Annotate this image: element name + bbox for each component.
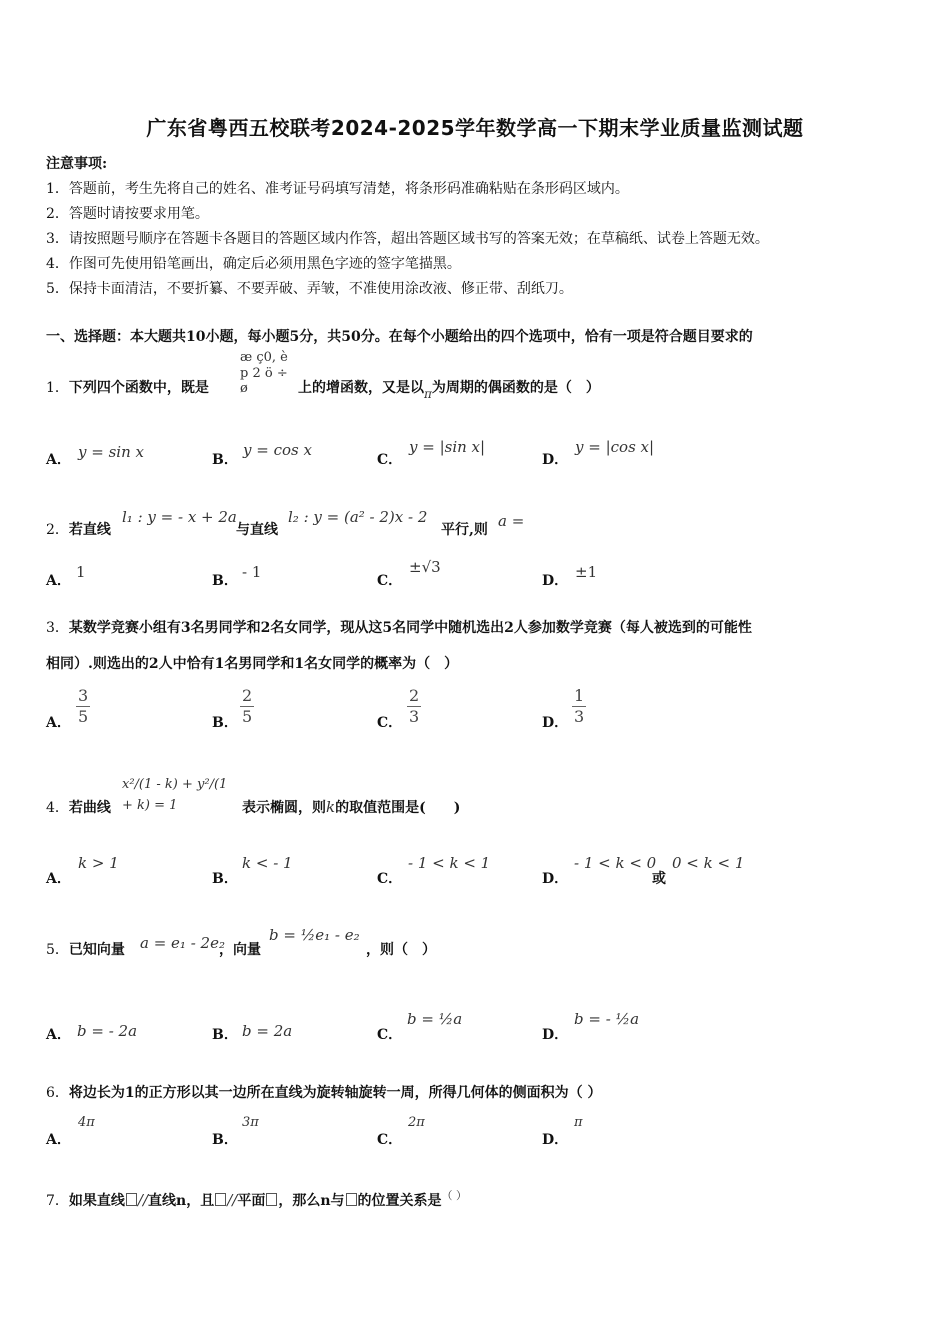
option-label: C． <box>377 452 403 468</box>
question-5-mid: ，向量 <box>219 942 261 958</box>
option-a: A． <box>46 573 71 589</box>
missing-glyph-icon <box>215 1193 226 1206</box>
line-l1: l₁ : y = - x + 2a <box>122 508 237 526</box>
math-pi: π <box>424 387 432 401</box>
denominator: 3 <box>574 707 585 726</box>
option-b: B． <box>212 1132 238 1148</box>
var-a: a = <box>498 512 525 530</box>
question-text: 若曲线 <box>68 800 111 816</box>
question-number: 2． <box>46 522 69 538</box>
option-d-math: ±1 <box>575 563 598 581</box>
option-d-math: π <box>574 1115 583 1130</box>
option-c: C． <box>377 1132 403 1148</box>
option-c-frac <box>407 686 421 727</box>
question-number: 3． <box>46 620 69 636</box>
notes-heading: 注意事项: <box>46 156 108 172</box>
denominator: 5 <box>78 707 89 726</box>
question-5 <box>46 939 125 959</box>
question-4 <box>46 797 111 817</box>
option-d-math: y = |cos x| <box>575 438 655 456</box>
option-a-math: y = sin x <box>78 443 144 461</box>
option-a <box>46 449 71 469</box>
vector-a: a = e₁ - 2e₂ <box>140 934 225 952</box>
question-2-end: 平行,则 <box>441 522 488 538</box>
note-item-2: 2．答题时请按要求用笔。 <box>46 206 209 222</box>
option-a: A． <box>46 871 71 887</box>
option-b-math: b = 2a <box>242 1022 293 1040</box>
denominator: 3 <box>409 707 420 726</box>
question-text: 平面 <box>237 1193 266 1209</box>
question-1-cont <box>298 377 600 401</box>
question-text: 为周期的偶函数的是（ ） <box>431 380 600 396</box>
option-label: D． <box>542 452 569 468</box>
interval-notation: æ ç0, è p 2 ö ÷ ø <box>240 350 288 397</box>
question-1 <box>46 377 209 397</box>
question-3 <box>46 617 752 637</box>
option-d: D． <box>542 1132 569 1148</box>
option-d: D． <box>542 871 569 887</box>
option-label: A． <box>46 452 71 468</box>
question-text: 上的增函数，又是以 <box>298 380 424 396</box>
option-a: A． <box>46 715 71 731</box>
option-d-math-extra: 0 < k < 1 <box>672 854 745 872</box>
option-a-math: 1 <box>76 563 86 581</box>
option-b: B． <box>212 871 238 887</box>
question-text: 若直线 <box>68 522 111 538</box>
option-a-frac <box>76 686 90 727</box>
option-a-math: k > 1 <box>78 854 119 872</box>
option-d-math: b = - ½a <box>574 1010 640 1028</box>
question-2-mid: 与直线 <box>236 522 278 538</box>
option-b <box>212 449 238 469</box>
numerator: 1 <box>574 686 585 705</box>
question-text: 直线n，且 <box>148 1193 215 1209</box>
option-label: B． <box>212 452 238 468</box>
question-4-cont <box>242 797 460 817</box>
question-7 <box>46 1187 467 1210</box>
note-item-1: 1．答题前，考生先将自己的姓名、准考证号码填写清楚，将条形码准确粘贴在条形码区域内。 <box>46 181 629 197</box>
option-b-math: y = cos x <box>243 441 312 459</box>
question-text: 将边长为1的正方形以其一边所在直线为旋转轴旋转一周，所得几何体的侧面积为（ ） <box>68 1085 602 1101</box>
option-d: D． <box>542 715 569 731</box>
missing-glyph-icon <box>346 1193 357 1206</box>
option-d: D． <box>542 1027 569 1043</box>
missing-glyph-icon <box>126 1193 137 1206</box>
option-b: B． <box>212 715 238 731</box>
numerator: 2 <box>242 686 253 705</box>
question-text: 某数学竞赛小组有3名男同学和2名女同学，现从这5名同学中随机选出2人参加数学竞赛（每人被选到的可能性 <box>68 620 752 636</box>
question-number: 5． <box>46 942 69 958</box>
question-5-end: ，则（ ） <box>366 942 436 958</box>
question-text: 的位置关系是 <box>357 1193 442 1209</box>
note-item-4: 4．作图可先使用铅笔画出，确定后必须用黑色字迹的签字笔描黑。 <box>46 256 461 272</box>
denominator: 5 <box>242 707 253 726</box>
question-number: 4． <box>46 800 69 816</box>
page-title: 广东省粤西五校联考2024-2025学年数学高一下期末学业质量监测试题 <box>146 116 804 140</box>
option-b-math: k < - 1 <box>242 854 293 872</box>
option-c: C． <box>377 715 403 731</box>
option-a-math: b = - 2a <box>77 1022 138 1040</box>
section-heading: 一、选择题：本大题共10小题，每小题5分，共50分。在每个小题给出的四个选项中，恰有一项是符合题目要求的 <box>46 329 753 345</box>
var-k: k <box>326 798 336 816</box>
question-2 <box>46 519 111 539</box>
missing-glyph-icon <box>266 1193 277 1206</box>
option-d <box>542 449 568 469</box>
question-text: 表示椭圆，则 <box>242 800 326 816</box>
option-a: A． <box>46 1027 71 1043</box>
option-b-frac <box>240 686 254 727</box>
question-6 <box>46 1082 602 1102</box>
option-c-math: ±√3 <box>409 558 441 576</box>
parallel-symbol: // <box>137 1191 149 1209</box>
option-d-or: 或 <box>652 871 666 887</box>
line-l2: l₂ : y = (a² - 2)x - 2 <box>288 508 428 526</box>
note-item-3: 3．请按照题号顺序在答题卡各题目的答题区域内作答，超出答题区域书写的答案无效；在草稿纸、试卷上答题无效。 <box>46 231 769 247</box>
numerator: 3 <box>78 686 89 705</box>
option-c-math: b = ½a <box>407 1010 463 1028</box>
question-text: ，那么n与 <box>278 1193 345 1209</box>
question-3-line2: 相同）.则选出的2人中恰有1名男同学和1名女同学的概率为（ ） <box>46 656 459 672</box>
question-text: 的取值范围是( ) <box>335 800 461 816</box>
option-b: B． <box>212 573 238 589</box>
option-a: A． <box>46 1132 71 1148</box>
option-a-math: 4π <box>78 1115 95 1130</box>
question-text: 已知向量 <box>68 942 125 958</box>
option-d-math: - 1 < k < 0 <box>574 854 657 872</box>
question-number: 7． <box>46 1193 69 1209</box>
note-item-5: 5．保持卡面清洁，不要折纂、不要弄破、弄皱，不准使用涂改液、修正带、刮纸刀。 <box>46 281 573 297</box>
option-b-math: 3π <box>242 1115 259 1130</box>
numerator: 2 <box>409 686 420 705</box>
option-c: C． <box>377 1027 403 1043</box>
option-c-math: - 1 < k < 1 <box>408 854 491 872</box>
option-c: C． <box>377 871 403 887</box>
answer-paren: （ ） <box>441 1189 468 1202</box>
option-b: B． <box>212 1027 238 1043</box>
parallel-symbol: // <box>227 1191 238 1209</box>
question-text: 下列四个函数中，既是 <box>68 380 209 396</box>
option-d: D． <box>542 573 569 589</box>
question-text: 如果直线 <box>68 1193 125 1209</box>
option-c: C． <box>377 573 403 589</box>
option-c <box>377 449 402 469</box>
option-d-frac <box>572 686 586 727</box>
curve-equation: x²/(1 - k) + y²/(1 + k) = 1 <box>122 777 228 813</box>
option-c-math: y = |sin x| <box>409 438 486 456</box>
question-number: 6． <box>46 1085 69 1101</box>
option-b-math: - 1 <box>242 563 262 581</box>
question-number: 1． <box>46 380 69 396</box>
vector-b: b = ½e₁ - e₂ <box>269 926 360 944</box>
option-c-math: 2π <box>408 1115 425 1130</box>
